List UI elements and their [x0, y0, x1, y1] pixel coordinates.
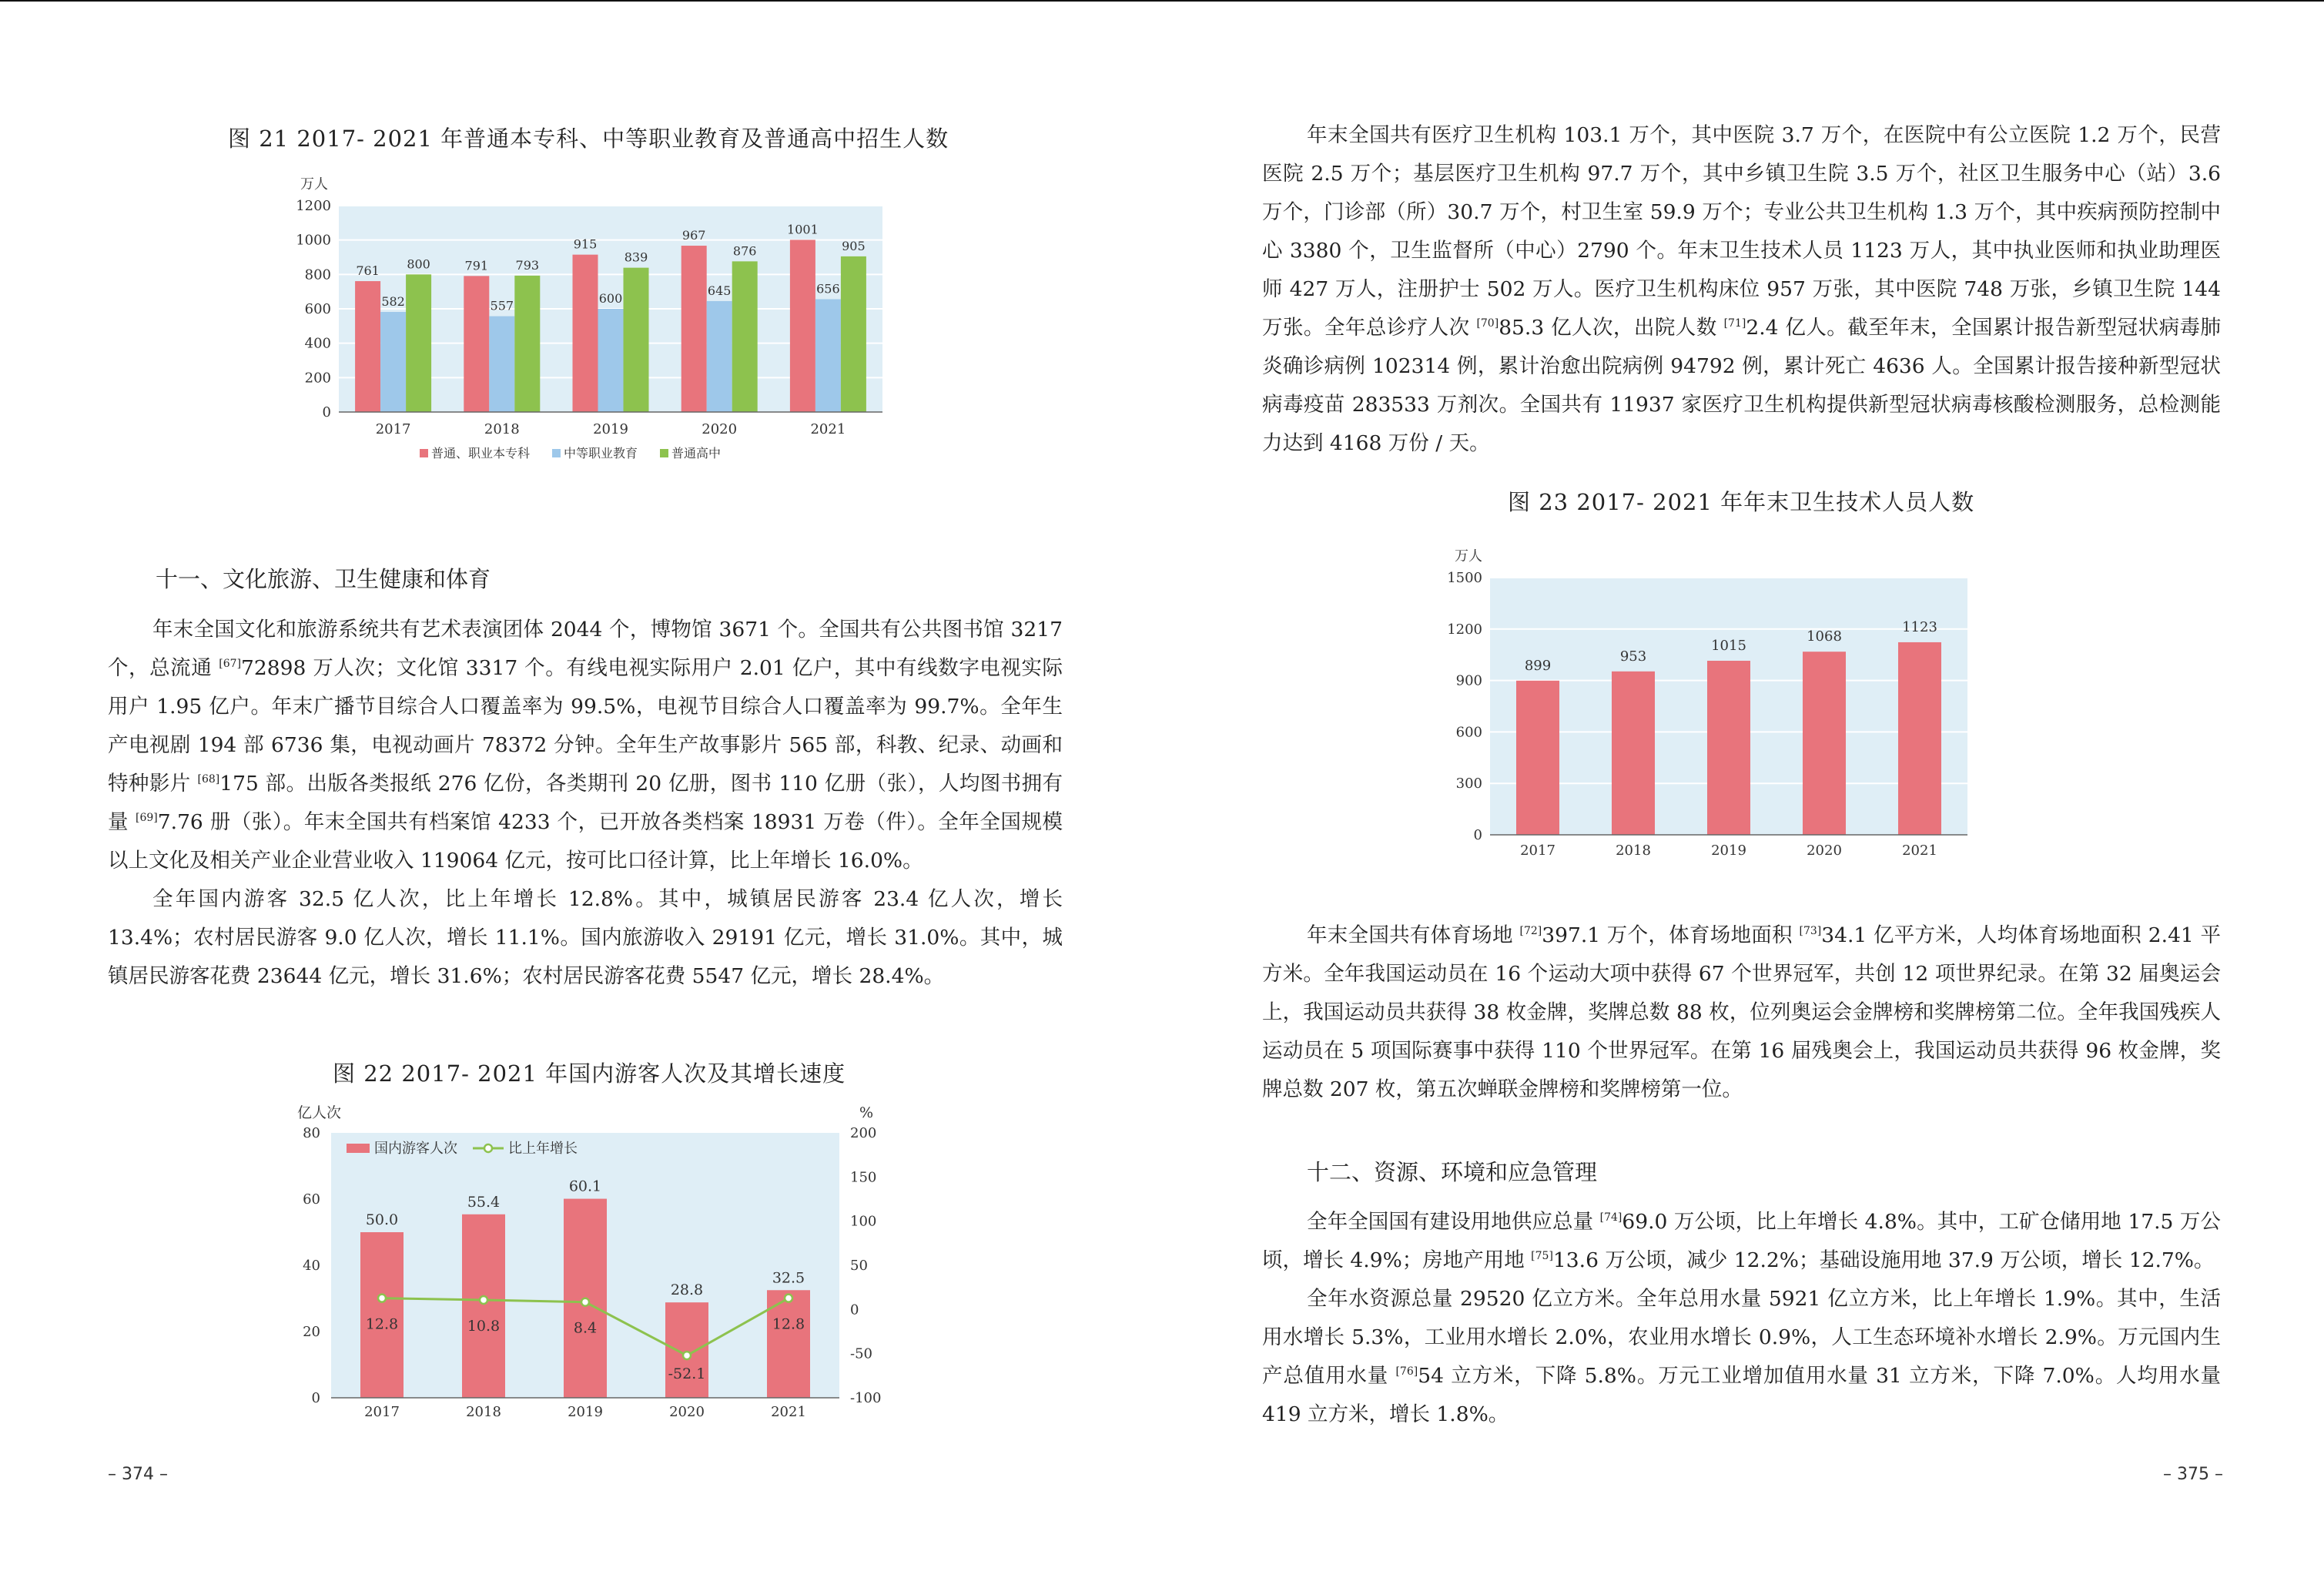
bar-data-label: 50.0 — [365, 1211, 399, 1228]
y-tick-label: 0 — [322, 404, 331, 420]
bar — [598, 309, 624, 412]
bar — [573, 255, 598, 412]
bar — [1516, 681, 1559, 835]
data-label: 656 — [816, 281, 840, 296]
data-label: 791 — [464, 258, 489, 273]
y-tick-label-left: 0 — [311, 1390, 320, 1406]
growth-point — [785, 1295, 792, 1302]
bar — [624, 268, 649, 412]
figure23-chart — [1439, 547, 1986, 870]
bar — [707, 301, 732, 412]
footnote-marker: [68] — [197, 773, 220, 786]
bar — [665, 1302, 708, 1398]
y-tick-label: 0 — [1473, 827, 1482, 843]
bar — [732, 261, 758, 412]
y-tick-label: 800 — [304, 266, 331, 283]
y-axis-unit: 万人 — [300, 176, 328, 193]
data-label: 905 — [842, 238, 866, 253]
legend-label: 普通高中 — [671, 446, 722, 461]
section12-heading: 十二、资源、环境和应急管理 — [1307, 1159, 1598, 1185]
data-label: 1015 — [1711, 637, 1746, 654]
y-tick-label: 200 — [304, 370, 331, 387]
figure22-chart — [285, 1104, 893, 1427]
data-label: 582 — [381, 294, 405, 310]
growth-data-label: 10.8 — [467, 1317, 501, 1335]
data-label: 899 — [1524, 657, 1552, 674]
data-label: 600 — [598, 291, 623, 306]
figure21-svg — [293, 173, 909, 489]
data-label: 967 — [681, 228, 706, 243]
legend-swatch — [552, 449, 561, 457]
y-tick-label-right: 50 — [850, 1258, 868, 1274]
y-axis-unit: 万人 — [1455, 548, 1482, 565]
legend-label-bar: 国内游客人次 — [374, 1141, 457, 1157]
bar — [790, 240, 815, 412]
x-tick-label: 2019 — [568, 1404, 603, 1420]
bar — [1803, 652, 1846, 835]
bar-data-label: 60.1 — [568, 1178, 602, 1195]
legend-swatch-bar — [347, 1144, 370, 1153]
bar — [681, 246, 707, 412]
bar — [464, 276, 489, 412]
x-tick-label: 2020 — [702, 421, 738, 437]
text-run: 397.1 万个，体育场地面积 — [1542, 923, 1800, 947]
data-label: 839 — [624, 250, 648, 265]
y-tick-label: 600 — [1455, 724, 1482, 741]
y-tick-label-left: 60 — [303, 1191, 320, 1208]
text-run: 7.76 册（张）。年末全国共有档案馆 4233 个，已开放各类档案 18931 万卷（件）。全年全国规模以上文化及相关产业企业营业收入 119064 亿元，按可比口径计算，比上年增长 16.0%。 — [108, 810, 1063, 873]
bar-data-label: 28.8 — [670, 1281, 704, 1299]
section11-paragraph2: 全年国内游客 32.5 亿人次，比上年增长 12.8%。其中，城镇居民游客 23.4 亿人次，增长 13.4%；农村居民游客 9.0 亿人次，增长 11.1%。国内旅游收入 29191 亿元，增长 31.0%。其中，城镇居民游客花费 23644 亿元，增长 31.6%；农村居民游客花费 5547 亿元，增长 28.4%。 — [108, 887, 1063, 988]
figure23-svg — [1439, 547, 1986, 870]
x-tick-label: 2017 — [364, 1404, 400, 1420]
y-tick-label-left: 20 — [303, 1324, 320, 1340]
y-tick-label-right: 100 — [850, 1213, 877, 1230]
x-tick-label: 2021 — [810, 421, 846, 437]
bar — [1707, 661, 1750, 835]
right-page — [1162, 0, 2324, 1588]
legend-label: 中等职业教育 — [564, 446, 638, 461]
y-tick-label: 400 — [304, 335, 331, 352]
x-tick-label: 2021 — [771, 1404, 806, 1420]
data-label: 1068 — [1807, 628, 1842, 645]
y-axis-unit-right: % — [859, 1104, 874, 1121]
y-tick-label: 300 — [1455, 776, 1482, 792]
bar-data-label: 32.5 — [772, 1269, 805, 1287]
y-tick-label: 600 — [304, 301, 331, 317]
data-label: 645 — [707, 283, 732, 298]
data-label: 793 — [515, 257, 540, 273]
bar — [1898, 642, 1941, 835]
data-label: 1001 — [787, 222, 819, 237]
x-tick-label: 2018 — [466, 1404, 501, 1420]
section11-heading: 十一、文化旅游、卫生健康和体育 — [156, 566, 491, 592]
page-number-left: – 374 – — [108, 1465, 168, 1484]
x-tick-label: 2018 — [1616, 843, 1651, 859]
figure22-title: 图 22 2017- 2021 年国内游客人次及其增长速度 — [333, 1060, 846, 1087]
x-tick-label: 2017 — [1520, 843, 1555, 859]
text-run: 175 部。出版各类报纸 276 亿份，各类期刊 20 亿册，图书 110 亿册（张），人均图书拥有量 — [108, 772, 1063, 834]
growth-data-label: 12.8 — [772, 1315, 805, 1333]
bar — [355, 281, 380, 412]
data-label: 557 — [490, 298, 514, 313]
y-tick-label-right: -100 — [850, 1390, 882, 1406]
text-run: 全年水资源总量 29520 亿立方米。全年总用水量 5921 亿立方米，比上年增长 1.9%。其中，生活用水增长 5.3%，工业用水增长 2.0%，农业用水增长 0.9%，人工生态环境补水增长 2.9%。万元国内生产总值用水量 — [1262, 1287, 2221, 1388]
data-label: 953 — [1619, 648, 1647, 665]
legend-label: 普通、职业本专科 — [431, 446, 531, 461]
text-run: 13.6 万公顷，减少 12.2%；基础设施用地 37.9 万公顷，增长 12.7%。 — [1552, 1248, 2215, 1272]
footnote-marker: [69] — [136, 812, 158, 825]
growth-data-label: -52.1 — [668, 1365, 706, 1383]
growth-data-label: 12.8 — [365, 1315, 399, 1333]
growth-data-label: 8.4 — [573, 1319, 598, 1337]
bar — [360, 1232, 404, 1398]
growth-point — [378, 1295, 386, 1302]
text-run: 34.1 亿平方米，人均体育场地面积 2.41 平方米。全年我国运动员在 16 个运动大项中获得 67 个世界冠军，共创 12 项世界纪录。在第 32 届奥运会上，我国运动员共获得 38 枚金牌，奖牌总数 88 枚，位列奥运会金牌榜和奖牌榜第二位。全年我国残疾人运动员在 5 项国际赛事中获得 110 个世界冠军。在第 16 届残奥会上，我国运动员共获得 96 枚金牌，奖牌总数 207 枚，第五次蝉联金牌榜和奖牌榜第一位。 — [1262, 923, 2221, 1101]
figure21-chart — [293, 173, 909, 489]
footnote-marker: [71] — [1723, 317, 1746, 330]
bar — [406, 274, 431, 412]
sports-paragraph — [1262, 916, 2221, 1109]
bar-data-label: 55.4 — [467, 1193, 501, 1211]
bar — [462, 1214, 505, 1398]
figure22-svg — [285, 1104, 893, 1427]
y-tick-label: 1200 — [1447, 621, 1482, 638]
bar — [1612, 672, 1655, 835]
x-tick-label: 2017 — [375, 421, 411, 437]
bar — [380, 312, 406, 412]
y-tick-label: 1500 — [1447, 570, 1482, 586]
y-tick-label-right: 0 — [850, 1302, 859, 1318]
y-tick-label-right: 150 — [850, 1169, 877, 1186]
x-tick-label: 2021 — [1902, 843, 1937, 859]
x-tick-label: 2018 — [484, 421, 520, 437]
bar — [514, 276, 540, 412]
text-run: 2.4 亿人。截至年末，全国累计报告新型冠状病毒肺炎确诊病例 102314 例，累计治愈出院病例 94792 例，累计死亡 4636 人。全国累计报告接种新型冠状病毒疫苗 283533 万剂次。全国共有 11937 家医疗卫生机构提供新型冠状病毒核酸检测服务，总检测能力达到 4168 万份 / 天。 — [1262, 316, 2221, 455]
bar — [841, 256, 866, 412]
x-tick-label: 2020 — [669, 1404, 705, 1420]
y-tick-label-left: 80 — [303, 1125, 320, 1141]
legend-swatch — [420, 449, 428, 457]
bar — [815, 299, 841, 412]
bar — [489, 317, 514, 412]
footnote-marker: [75] — [1531, 1250, 1553, 1263]
data-label: 761 — [356, 263, 380, 279]
text-run: 69.0 万公顷，比上年增长 4.8%。其中，工矿仓储用地 17.5 万公顷，增长 4.9%；房地产用地 — [1262, 1210, 2221, 1272]
water-paragraph — [1262, 1280, 2221, 1434]
y-tick-label: 900 — [1455, 672, 1482, 689]
data-label: 1123 — [1902, 618, 1937, 635]
section11-paragraph1 — [108, 611, 1063, 880]
legend-swatch — [660, 449, 668, 457]
y-tick-label-left: 40 — [303, 1258, 320, 1274]
legend-marker-line — [484, 1144, 492, 1152]
text-run: 72898 万人次；文化馆 3317 个。有线电视实际用户 2.01 亿户，其中有线数字电视实际用户 1.95 亿户。年末广播节目综合人口覆盖率为 99.5%，电视节目综合人口覆盖率为 99.7%。全年生产电视剧 194 部 6736 集，电视动画片 78372 分钟。全年生产故事影片 565 部，科教、纪录、动画和特种影片 — [108, 656, 1063, 796]
legend-label-line: 比上年增长 — [508, 1141, 578, 1157]
y-axis-unit-left: 亿人次 — [297, 1104, 342, 1121]
x-tick-label: 2019 — [1711, 843, 1746, 859]
x-tick-label: 2019 — [593, 421, 628, 437]
text-run: 54 立方米，下降 5.8%。万元工业增加值用水量 31 立方米，下降 7.0%。人均用水量 419 立方米，增长 1.8%。 — [1262, 1364, 2221, 1426]
growth-point — [683, 1352, 691, 1359]
growth-point — [480, 1296, 487, 1304]
y-tick-label: 1200 — [296, 198, 331, 214]
text-run: 全年全国国有建设用地供应总量 — [1307, 1210, 1600, 1234]
data-label: 800 — [407, 256, 430, 272]
text-run: 85.3 亿人次，出院人数 — [1499, 316, 1724, 340]
land-paragraph — [1262, 1203, 2221, 1280]
figure21-title: 图 21 2017- 2021 年普通本专科、中等职业教育及普通高中招生人数 — [228, 126, 949, 152]
x-tick-label: 2020 — [1807, 843, 1842, 859]
y-tick-label-right: -50 — [850, 1345, 872, 1362]
footnote-marker: [76] — [1395, 1365, 1418, 1379]
footnote-marker: [73] — [1799, 925, 1822, 938]
footnote-marker: [74] — [1599, 1211, 1622, 1225]
growth-point — [581, 1298, 589, 1306]
footnote-marker: [70] — [1476, 317, 1499, 330]
text-run: 年末全国文化和旅游系统共有艺术表演团体 2044 个，博物馆 3671 个。全国共有公共图书馆 3217 个，总流通 — [108, 618, 1063, 680]
footnote-marker: [67] — [219, 658, 242, 671]
y-tick-label-right: 200 — [850, 1125, 877, 1141]
text-run: 年末全国共有体育场地 — [1307, 923, 1520, 947]
health-paragraph — [1262, 116, 2221, 463]
y-tick-label: 1000 — [296, 232, 331, 249]
data-label: 876 — [732, 243, 757, 259]
figure23-title: 图 23 2017- 2021 年年末卫生技术人员人数 — [1508, 489, 1975, 515]
data-label: 915 — [573, 236, 598, 252]
footnote-marker: [72] — [1519, 925, 1542, 938]
text-run: 年末全国共有医疗卫生机构 103.1 万个，其中医院 3.7 万个，在医院中有公立医院 1.2 万个，民营医院 2.5 万个；基层医疗卫生机构 97.7 万个，其中乡镇卫生院 3.5 万个，社区卫生服务中心（站）3.6 万个，门诊部（所）30.7 万个，村卫生室 59.9 万个；专业公共卫生机构 1.3 万个，其中疾病预防控制中心 3380 个，卫生监督所（中心）2790 个。年末卫生技术人员 1123 万人，其中执业医师和执业助理医师 427 万人，注册护士 502 万人。医疗卫生机构床位 957 万张，其中医院 748 万张，乡镇卫生院 144 万张。全年总诊疗人次 — [1262, 123, 2221, 340]
page-number-right: – 375 – — [2163, 1465, 2223, 1484]
